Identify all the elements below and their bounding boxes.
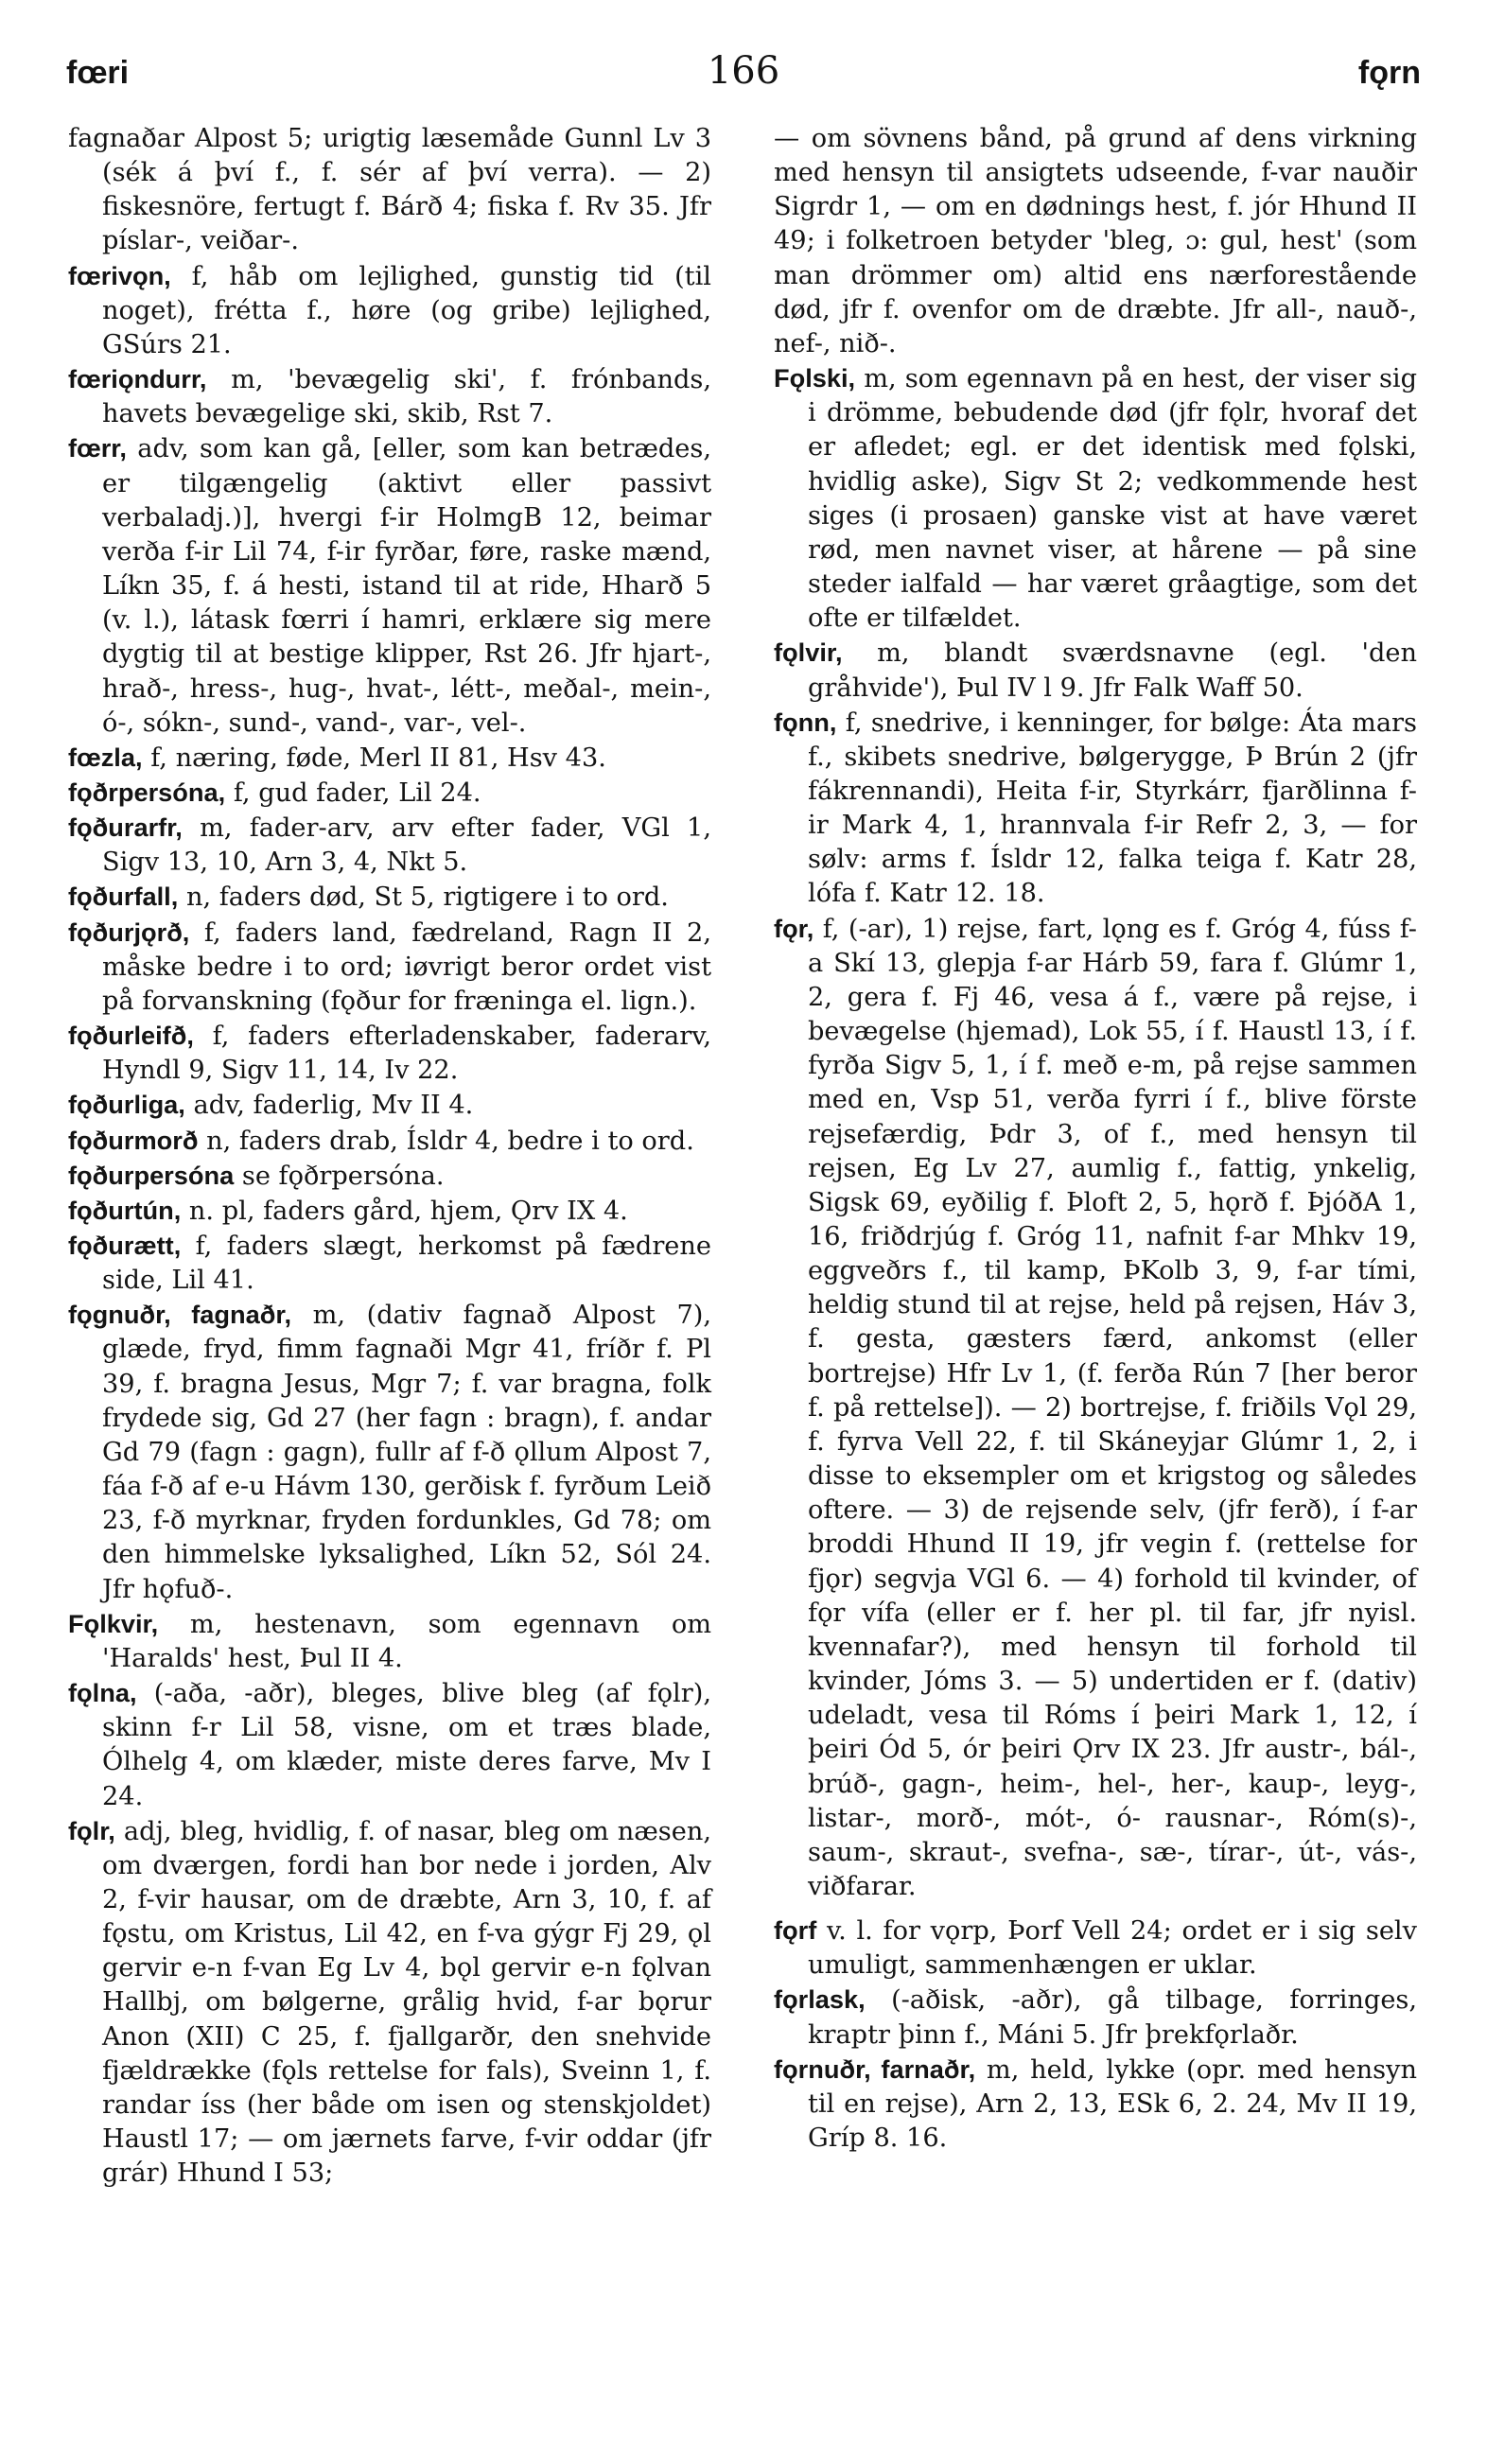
dictionary-entry xyxy=(68,811,711,880)
dictionary-entry xyxy=(68,121,711,259)
dictionary-entry xyxy=(774,636,1417,705)
dictionary-entry xyxy=(774,1914,1417,1983)
dictionary-entry xyxy=(68,776,711,811)
entry-headword: fǫlvir, xyxy=(774,638,843,668)
dictionary-entry xyxy=(774,706,1417,912)
entry-headword: fǫðurpersóna xyxy=(68,1160,235,1190)
entry-text: (-aðisk, -aðr), gå tilbage, forringes, kraptr þinn f., Máni 5. Jfr þrekfǫrlaðr. xyxy=(808,1985,1417,2050)
entry-headword: fǫrf xyxy=(774,1915,817,1946)
dictionary-entry xyxy=(68,916,711,1019)
dictionary-entry xyxy=(68,259,711,362)
entry-text: m, blandt sværdsnavne (egl. 'den gråhvide'), Þul IV l 9. Jfr Falk Waff 50. xyxy=(808,638,1417,703)
dictionary-entry xyxy=(68,431,711,740)
page-header xyxy=(66,49,1421,96)
dictionary-entry xyxy=(68,741,711,776)
entry-text: m, held, lykke (opr. med hensyn til en rejse), Arn 2, 13, ESk 6, 2. 24, Mv II 19, Gríp 8. 16. xyxy=(808,2054,1417,2154)
entry-headword: fǫlr, xyxy=(68,1815,115,1845)
entry-headword: fǫnn, xyxy=(774,707,837,737)
entry-text: f, håb om lejlighed, gunstig tid (til noget), frétta f., høre (og gribe) lejlighed, GSúrs 21. xyxy=(102,261,711,359)
entry-headword: fǫðurtún, xyxy=(68,1195,182,1225)
entry-headword: fǫrnuðr, farnaðr, xyxy=(774,2053,976,2084)
left-column xyxy=(68,121,711,2191)
entry-headword: fœzla, xyxy=(68,742,143,772)
entry-text: se fǫðrpersóna. xyxy=(234,1161,445,1191)
dictionary-entry xyxy=(68,1159,711,1194)
dictionary-entry xyxy=(68,1019,711,1088)
entry-headword: fœrr, xyxy=(68,433,127,463)
entry-text: adj, bleg, hvidlig, f. of nasar, bleg om næsen, om dværgen, fordi han bor nede i jorden, Alv 2, f-vir hausar, om de dræbte, Arn 3, 10, f. af fǫstu, om Kristus, Lil 42, en f-va gýgr Fj 29, ǫl gervir e-n f-van Eg Lv 4, bǫl gervir e-n fǫlvan Hallbj, om bølgerne, grålig hvid, f-ar bǫrur Anon (XII) C 25, f. fjallgarðr, den snehvide fjældrække (fǫls rettelse for fals), Sveinn 1, f. randar íss (her både om isen og stenskjoldet) Haustl 17; — om jærnets farve, f-vir oddar (jfr grár) Hhund I 53; xyxy=(102,1816,711,2189)
entry-text: m, fader-arv, arv efter fader, VGl 1, Sigv 13, 10, Arn 3, 4, Nkt 5. xyxy=(102,813,711,878)
entry-text: f, faders slægt, herkomst på fædrene side, Lil 41. xyxy=(102,1232,711,1296)
entry-text: f, gud fader, Lil 24. xyxy=(225,778,481,808)
left-running-head: fœri xyxy=(66,55,130,91)
dictionary-entry xyxy=(774,121,1417,361)
dictionary-entry xyxy=(774,1983,1417,2052)
right-running-head: fǫrn xyxy=(1357,55,1421,91)
entry-headword: fǫlna, xyxy=(68,1678,137,1708)
dictionary-entry xyxy=(774,912,1417,1905)
entry-text: v. l. for vǫrp, Þorf Vell 24; ordet er i sig selv umuligt, sammenhængen er uklar. xyxy=(808,1916,1417,1981)
entry-text: f, faders efterladenskaber, faderarv, Hyndl 9, Sigv 11, 14, Iv 22. xyxy=(102,1022,711,1086)
entry-text: f, faders land, fædreland, Ragn II 2, måske bedre i to ord; iøvrigt beror ordet vist på forvanskning (fǫður for fræninga el. lign.). xyxy=(102,917,711,1016)
entry-text: adv, faderlig, Mv II 4. xyxy=(184,1091,474,1121)
dictionary-entry xyxy=(68,1229,711,1298)
entry-headword: fǫðurfall, xyxy=(68,882,179,912)
entry-headword: fǫðurarfr, xyxy=(68,813,183,843)
entry-text: — om sövnens bånd, på grund af dens virkning med hensyn til ansigtets udseende, f-var nauðir Sigrdr 1, — om en dødnings hest, f. jór Hhund II 49; i folketroen betyder 'bleg, ɔ: gul, hest' (som man drömmer om) altid ens nærforestående død, jfr f. ovenfor om de dræbte. Jfr all-, nauð-, nef-, nið-. xyxy=(774,124,1417,358)
dictionary-entry xyxy=(68,1607,711,1676)
entry-headword: fǫðurjǫrð, xyxy=(68,917,190,947)
entry-headword: fǫðurætt, xyxy=(68,1231,182,1260)
entry-text: f, næring, føde, Merl II 81, Hsv 43. xyxy=(142,743,606,773)
entry-headword: fǫðrpersóna, xyxy=(68,777,226,807)
entry-headword: fǫrlask, xyxy=(774,1984,866,2015)
dictionary-entry xyxy=(68,1814,711,2192)
dictionary-entry xyxy=(774,361,1417,636)
entry-text: m, 'bevægelig ski', f. frónbands, havets bevægelige ski, skib, Rst 7. xyxy=(102,365,711,429)
entry-headword: fœrivǫn, xyxy=(68,260,171,290)
dictionary-entry xyxy=(68,1088,711,1123)
entry-text: m, (dativ fagnað Alpost 7), glæde, fryd, fimm fagnaði Mgr 41, fríðr f. Pl 39, f. bragna Jesus, Mgr 7; f. var bragna, folk frydede sig, Gd 27 (her fagn : bragn), f. andar Gd 79 (fagn : gagn), fullr af f-ð ǫllum Alpost 7, fáa f-ð af e-u Hávm 130, gerðisk f. fyrðum Leið 23, f-ð myrknar, fryden fordunkles, Gd 78; om den himmelske lyksalighed, Líkn 52, Sól 24. Jfr hǫfuð-. xyxy=(102,1301,711,1604)
entry-text: (-aða, -aðr), bleges, blive bleg (af fǫlr), skinn f-r Lil 58, visne, om et træs blade, Ólhelg 4, om klæder, miste deres farve, Mv I 24. xyxy=(102,1679,711,1811)
entry-headword: fǫr, xyxy=(774,913,814,943)
entry-text: n, faders død, St 5, rigtigere i to ord. xyxy=(178,882,669,913)
entry-text: f, snedrive, i kenninger, for bølge: Áta mars f., skibets snedrive, bølgerygge, Þ Brún 2 (jfr fákrennandi), Heita f-ir, Styrkárr, fjarðlinna f-ir Mark 4, 1, hrannvala f-ir Refr 2, 3, — for sølv: arms f. Ísldr 12, falka teiga f. Katr 28, lófa f. Katr 12. 18. xyxy=(808,708,1417,909)
entry-text: f, (-ar), 1) rejse, fart, lǫng es f. Gróg 4, fúss f-a Skí 13, glepja f-ar Hárb 59, fara f. Glúmr 1, 2, gera f. Fj 46, vesa á f., være på rejse, i bevægelse (hjemad), Lok 55, í f. Haustl 13, í f. fyrða Sigv 5, 1, í f. með e-m, på rejse sammen med en, Vsp 51, verða fyrri í f., blive förste rejsefærdig, Þdr 3, of f., med hensyn til rejsen, Eg Lv 27, aumlig f., fattig, ynkelig, Sigsk 69, eyðilig f. Þloft 2, 5, hǫrð f. ÞjóðA 1, 16, friðdrjúg f. Gróg 11, nafnit f-ar Mhkv 19, eggveðrs f., til kamp, ÞKolb 3, 9, f-ar tími, heldig stund til at rejse, held på rejsen, Háv 3, f. gesta, gæsters færd, ankomst (eller bortrejse) Hfr Lv 1, (f. ferða Rún 7 [her beror f. på rettelse]). — 2) bortrejse, f. friðils Vǫl 29, f. fyrva Vell 22, f. til Skáneyjar Glúmr 1, 2, i disse to eksempler om et krigstog og således oftere. — 3) de rejsende selv, (jfr ferð), í f-ar broddi Hhund II 19, jfr vegin f. (rettelse for fjǫr) segvja VGl 6. — 4) forhold til kvinder, of fǫr vífa (eller er f. her pl. til far, jfr nyisl. kvennafar?), med hensyn til forhold til kvinder, Jóms 3. — 5) undertiden er f. (dativ) udeladt, vesa til Róms í þeiri Mark 1, 12, í þeiri Ód 5, ór þeiri Ǫrv IX 23. Jfr austr-, bál-, brúð-, gagn-, heim-, hel-, her-, kaup-, leyg-, listar-, morð-, mót-, ó- rausnar-, Róm(s)-, saum-, skraut-, svefna-, sæ-, tírar-, út-, vás-, viðfarar. xyxy=(808,914,1417,1901)
entry-headword: Fǫlkvir, xyxy=(68,1608,159,1638)
dictionary-entry xyxy=(68,1124,711,1159)
right-column xyxy=(774,121,1417,2156)
entry-text: n. pl, faders gård, hjem, Ǫrv IX 4. xyxy=(181,1196,628,1226)
dictionary-entry xyxy=(68,1298,711,1606)
entry-text: m, som egennavn på en hest, der viser sig i drömme, bebudende død (jfr fǫlr, hvoraf det er afledet; egl. er det identisk med fǫlski, hvidlig aske), Sigv St 2; vedkommende hest siges (i prosaen) ganske vist at have været rød, men navnet viser, at hårene — på sine steder ialfald — har været gråagtige, som det ofte er tilfældet. xyxy=(808,364,1417,634)
entry-headword: fǫðurliga, xyxy=(68,1090,185,1120)
dictionary-entry xyxy=(774,2053,1417,2156)
dictionary-entry xyxy=(68,1194,711,1229)
dictionary-entry xyxy=(68,362,711,431)
entry-headword: fœriǫndurr, xyxy=(68,364,207,394)
entry-text: m, hestenavn, som egennavn om 'Haralds' hest, Þul II 4. xyxy=(102,1609,711,1673)
entry-headword: fǫðurleifð, xyxy=(68,1021,194,1051)
entry-headword: fǫðurmorð xyxy=(68,1125,199,1155)
entry-headword: Fǫlski, xyxy=(774,363,856,393)
dictionary-entry xyxy=(68,1676,711,1814)
entry-text: fagnaðar Alpost 5; urigtig læsemåde Gunnl Lv 3 (sék á því f., f. sér af því verra). — 2) fiskesnöre, fertugt f. Bárð 4; fiska f. Rv 35. Jfr píslar-, veiðar-. xyxy=(68,124,711,256)
page-number: 166 xyxy=(707,49,780,93)
entry-text: adv, som kan gå, [eller, som kan betrædes, er tilgængelig (aktivt eller passivt verbaladj.)], hvergi f-ir HolmgB 12, beimar verða f-ir Lil 74, f-ir fyrðar, føre, raske mænd, Líkn 35, f. á hesti, istand til at ride, Hharð 5 (v. l.), látask fœrri í hamri, erklære sig mere dygtig til at bestige klipper, Rst 26. Jfr hjart-, hrað-, hress-, hug-, hvat-, létt-, meðal-, mein-, ó-, sókn-, sund-, vand-, var-, vel-. xyxy=(102,434,711,738)
entry-text: n, faders drab, Ísldr 4, bedre i to ord. xyxy=(198,1126,694,1156)
entry-headword: fǫgnuðr, fagnaðr, xyxy=(68,1300,291,1330)
dictionary-entry xyxy=(68,880,711,915)
